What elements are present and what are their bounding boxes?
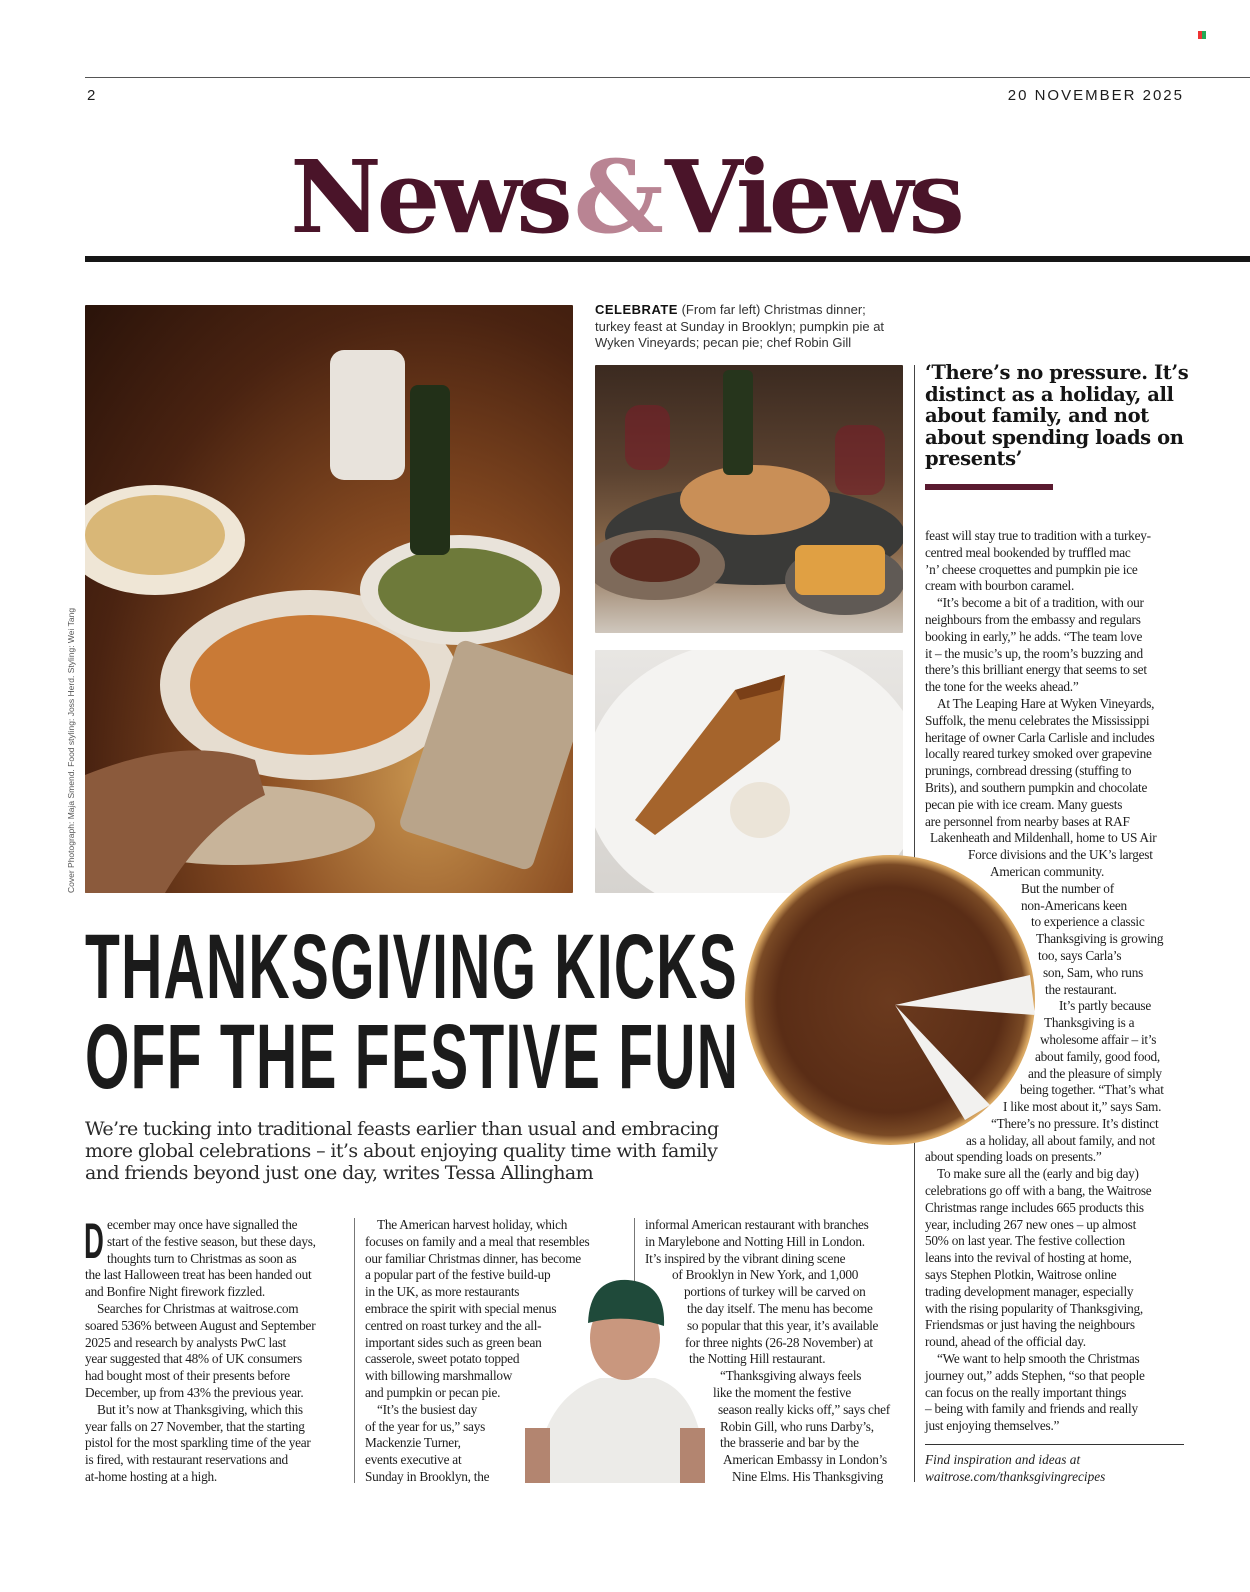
- article-column-4: [925, 528, 1164, 1435]
- article-line: It’s partly because: [1059, 998, 1151, 1014]
- article-line: just enjoying themselves.”: [925, 1418, 1060, 1434]
- article-line: and Bonfire Night firework fizzled.: [85, 1284, 265, 1300]
- article-line: of the year for us,” says: [365, 1418, 486, 1434]
- article-line: cream with bourbon caramel.: [925, 578, 1075, 594]
- article-line: important sides such as green bean: [365, 1334, 542, 1350]
- article-line: But the number of: [1021, 880, 1114, 896]
- caption-label: CELEBRATE: [595, 302, 678, 317]
- article-line: events executive at: [365, 1452, 462, 1468]
- issue-date: 20 NOVEMBER 2025: [1007, 87, 1184, 104]
- pull-quote: ‘There’s no pressure. It’s distinct as a holiday, all about family, and not about spending loads on presents’: [925, 361, 1189, 470]
- article-line: But it’s now at Thanksgiving, which this: [97, 1401, 303, 1417]
- headline-line-1: THANKSGIVING KICKS: [85, 916, 738, 1018]
- turkey-feast-photo: [595, 365, 903, 633]
- article-line: booking in early,” he adds. “The team love: [925, 628, 1143, 644]
- article-column-1: [84, 1213, 316, 1486]
- article-line: “It’s the busiest day: [377, 1401, 477, 1417]
- christmas-dinner-photo: [85, 305, 573, 893]
- article-line: At The Leaping Hare at Wyken Vineyards,: [937, 695, 1155, 711]
- article-line: It’s inspired by the vibrant dining scene: [645, 1250, 846, 1266]
- article-line: “We want to help smooth the Christmas: [937, 1351, 1140, 1367]
- article-line: Nine Elms. His Thanksgiving: [732, 1468, 884, 1484]
- article-line: so popular that this year, it’s available: [687, 1317, 879, 1333]
- caption-text: (From far left) Christmas dinner; turkey feast at Sunday in Brooklyn; pumpkin pie at Wyken Vineyards; pecan pie; chef Robin Gill: [595, 302, 885, 350]
- article-line: wholesome affair – it’s: [1040, 1031, 1157, 1047]
- article-line: December, up from 43% the previous year.: [85, 1384, 304, 1400]
- article-line: the Notting Hill restaurant.: [689, 1351, 826, 1367]
- article-line: round, ahead of the official day.: [925, 1334, 1086, 1350]
- article-line: of Brooklyn in New York, and 1,000: [672, 1267, 859, 1283]
- article-line: to experience a classic: [1031, 914, 1145, 930]
- article-line: locally reared turkey smoked over grapevine: [925, 746, 1152, 762]
- article-line: focuses on family and a meal that resembles: [365, 1233, 590, 1249]
- article-line: 2025 and research by analysts PwC last: [85, 1334, 286, 1350]
- article-line: is fired, with restaurant reservations and: [85, 1452, 288, 1468]
- article-line: trading development manager, especially: [925, 1283, 1134, 1299]
- article-line: the restaurant.: [1045, 981, 1117, 997]
- article-line: centred meal bookended by truffled mac: [925, 544, 1131, 560]
- masthead-rule: [85, 256, 1250, 262]
- article-line: Brits), and southern pumpkin and chocolate: [925, 779, 1148, 795]
- article-line: Christmas range includes 665 products this: [925, 1199, 1144, 1215]
- article-line: there’s this brilliant energy that seems to set: [925, 662, 1147, 678]
- article-line: the tone for the weeks ahead.”: [925, 679, 1079, 695]
- page-number: 2: [87, 87, 97, 104]
- article-line: with billowing marshmallow: [365, 1368, 513, 1384]
- article-line: are personnel from nearby bases at RAF: [925, 813, 1130, 829]
- photo-credit: Cover Photograph: Maja Smend. Food styling: Joss Herd. Styling: Wei Tang: [66, 607, 76, 893]
- article-line: year suggested that 48% of UK consumers: [85, 1351, 302, 1367]
- masthead-views: Views: [664, 138, 960, 256]
- article-line: season really kicks off,” says chef: [718, 1401, 890, 1417]
- article-line: son, Sam, who runs: [1043, 964, 1144, 980]
- article-line: says Stephen Plotkin, Waitrose online: [925, 1267, 1117, 1283]
- article-line: centred on roast turkey and the all-: [365, 1317, 542, 1333]
- article-line: soared 536% between August and September: [85, 1317, 316, 1333]
- article-line: informal American restaurant with branches: [645, 1217, 869, 1232]
- masthead-news: News: [290, 138, 568, 256]
- article-line: Suffolk, the menu celebrates the Mississippi: [925, 712, 1150, 728]
- article-line: as a holiday, all about family, and not: [966, 1132, 1156, 1148]
- article-line: Sunday in Brooklyn, the: [365, 1468, 490, 1484]
- article-line: year falls on 27 November, that the starting: [85, 1418, 305, 1434]
- article-line: about family, good food,: [1035, 1048, 1160, 1064]
- article-line: for three nights (26-28 November) at: [685, 1334, 873, 1350]
- standfirst: We’re tucking into traditional feasts earlier than usual and embracing more global celebrations – it’s about enjoying quality time with family and friends beyond just one day, writes Tessa Allingham: [85, 1118, 719, 1184]
- article-line: Searches for Christmas at waitrose.com: [97, 1300, 299, 1316]
- drop-cap: D: [84, 1213, 104, 1269]
- article-line: about spending loads on presents.”: [925, 1149, 1102, 1165]
- photo-caption: [595, 302, 895, 352]
- article-line: feast will stay true to tradition with a turkey-: [925, 528, 1151, 543]
- corner-mark: [1198, 31, 1206, 39]
- article-line: I like most about it,” says Sam.: [1003, 1099, 1162, 1115]
- article-line: our familiar Christmas dinner, has become: [365, 1250, 581, 1266]
- article-line: non-Americans keen: [1021, 897, 1127, 913]
- article-line: year, including 267 new ones – up almost: [925, 1216, 1137, 1232]
- article-line: had bought most of their presents before: [85, 1368, 290, 1384]
- article-line: in Marylebone and Notting Hill in London.: [645, 1233, 865, 1249]
- article-line: “There’s no pressure. It’s distinct: [991, 1115, 1159, 1131]
- article-line: thoughts turn to Christmas as soon as: [107, 1250, 297, 1266]
- article-line: portions of turkey will be carved on: [684, 1284, 866, 1300]
- article-line: with the rising popularity of Thanksgiving,: [925, 1300, 1143, 1316]
- pull-quote-bar: [925, 484, 1053, 490]
- article-line: “Thanksgiving always feels: [720, 1368, 862, 1384]
- article-line: pistol for the most sparkling time of the year: [85, 1435, 311, 1451]
- article-line: a popular part of the festive build-up: [365, 1267, 551, 1283]
- article-line: casserole, sweet potato topped: [365, 1351, 520, 1367]
- footer-note: [925, 1452, 1105, 1486]
- article-line: “It’s become a bit of a tradition, with our: [937, 595, 1144, 611]
- top-rule: [85, 77, 1250, 78]
- article-line: 50% on last year. The festive collection: [925, 1233, 1125, 1249]
- article-line: To make sure all the (early and big day): [937, 1166, 1139, 1182]
- article-column-3: [645, 1217, 890, 1486]
- article-line: at-home hosting at a high.: [85, 1468, 217, 1484]
- article-line: American Embassy in London’s: [723, 1452, 887, 1468]
- article-line: the brasserie and bar by the: [720, 1435, 859, 1451]
- column-rule: [354, 1218, 355, 1483]
- article-line: Robin Gill, who runs Darby’s,: [720, 1418, 874, 1434]
- article-line: celebrations go off with a bang, the Waitrose: [925, 1183, 1152, 1199]
- article-column-2: [365, 1217, 589, 1486]
- article-line: and pumpkin or pecan pie.: [365, 1384, 501, 1400]
- article-line: ecember may once have signalled the: [107, 1217, 298, 1232]
- article-line: being together. “That’s what: [1020, 1082, 1164, 1098]
- article-line: and the pleasure of simply: [1028, 1065, 1162, 1081]
- article-line: Thanksgiving is a: [1044, 1015, 1135, 1031]
- article-line: ’n’ cheese croquettes and pumpkin pie ice: [925, 561, 1138, 577]
- article-line: in the UK, as more restaurants: [365, 1284, 520, 1300]
- article-line: neighbours from the embassy and regulars: [925, 611, 1141, 627]
- article-line: the last Halloween treat has been handed out: [85, 1267, 312, 1283]
- headline-line-2: OFF THE FESTIVE FUN: [85, 1006, 740, 1108]
- article-line: start of the festive season, but these days,: [107, 1233, 316, 1249]
- article-line: prunings, cornbread dressing (stuffing to: [925, 763, 1132, 779]
- masthead: [0, 138, 1250, 256]
- article-line: pecan pie with ice cream. Many guests: [925, 796, 1123, 812]
- headline: [85, 916, 740, 1108]
- article-line: too, says Carla’s: [1038, 947, 1122, 963]
- article-line: American community.: [990, 863, 1105, 879]
- article-line: Friendsmas or just having the neighbours: [925, 1317, 1135, 1333]
- article-line: journey out,” adds Stephen, “so that people: [925, 1367, 1145, 1383]
- article-line: Lakenheath and Mildenhall, home to US Air: [930, 830, 1157, 846]
- article-line: The American harvest holiday, which: [377, 1217, 568, 1232]
- article-line: embrace the spirit with special menus: [365, 1300, 557, 1316]
- masthead-ampersand: &: [573, 138, 659, 256]
- footer-line-1: Find inspiration and ideas at: [925, 1452, 1081, 1467]
- footer-rule: [925, 1444, 1184, 1445]
- article-line: – being with family and friends and really: [925, 1401, 1138, 1417]
- article-line: Mackenzie Turner,: [365, 1435, 461, 1451]
- article-line: the day itself. The menu has become: [687, 1300, 873, 1316]
- article-line: Force divisions and the UK’s largest: [968, 847, 1153, 863]
- article-line: Thanksgiving is growing: [1036, 931, 1164, 947]
- article-line: it – the music’s up, the room’s buzzing and: [925, 645, 1143, 661]
- article-line: heritage of owner Carla Carlisle and includes: [925, 729, 1155, 745]
- footer-link[interactable]: waitrose.com/thanksgivingrecipes: [925, 1468, 1106, 1484]
- article-line: can focus on the really important things: [925, 1384, 1127, 1400]
- article-line: like the moment the festive: [713, 1384, 851, 1400]
- article-line: leans into the revival of hosting at home,: [925, 1250, 1132, 1266]
